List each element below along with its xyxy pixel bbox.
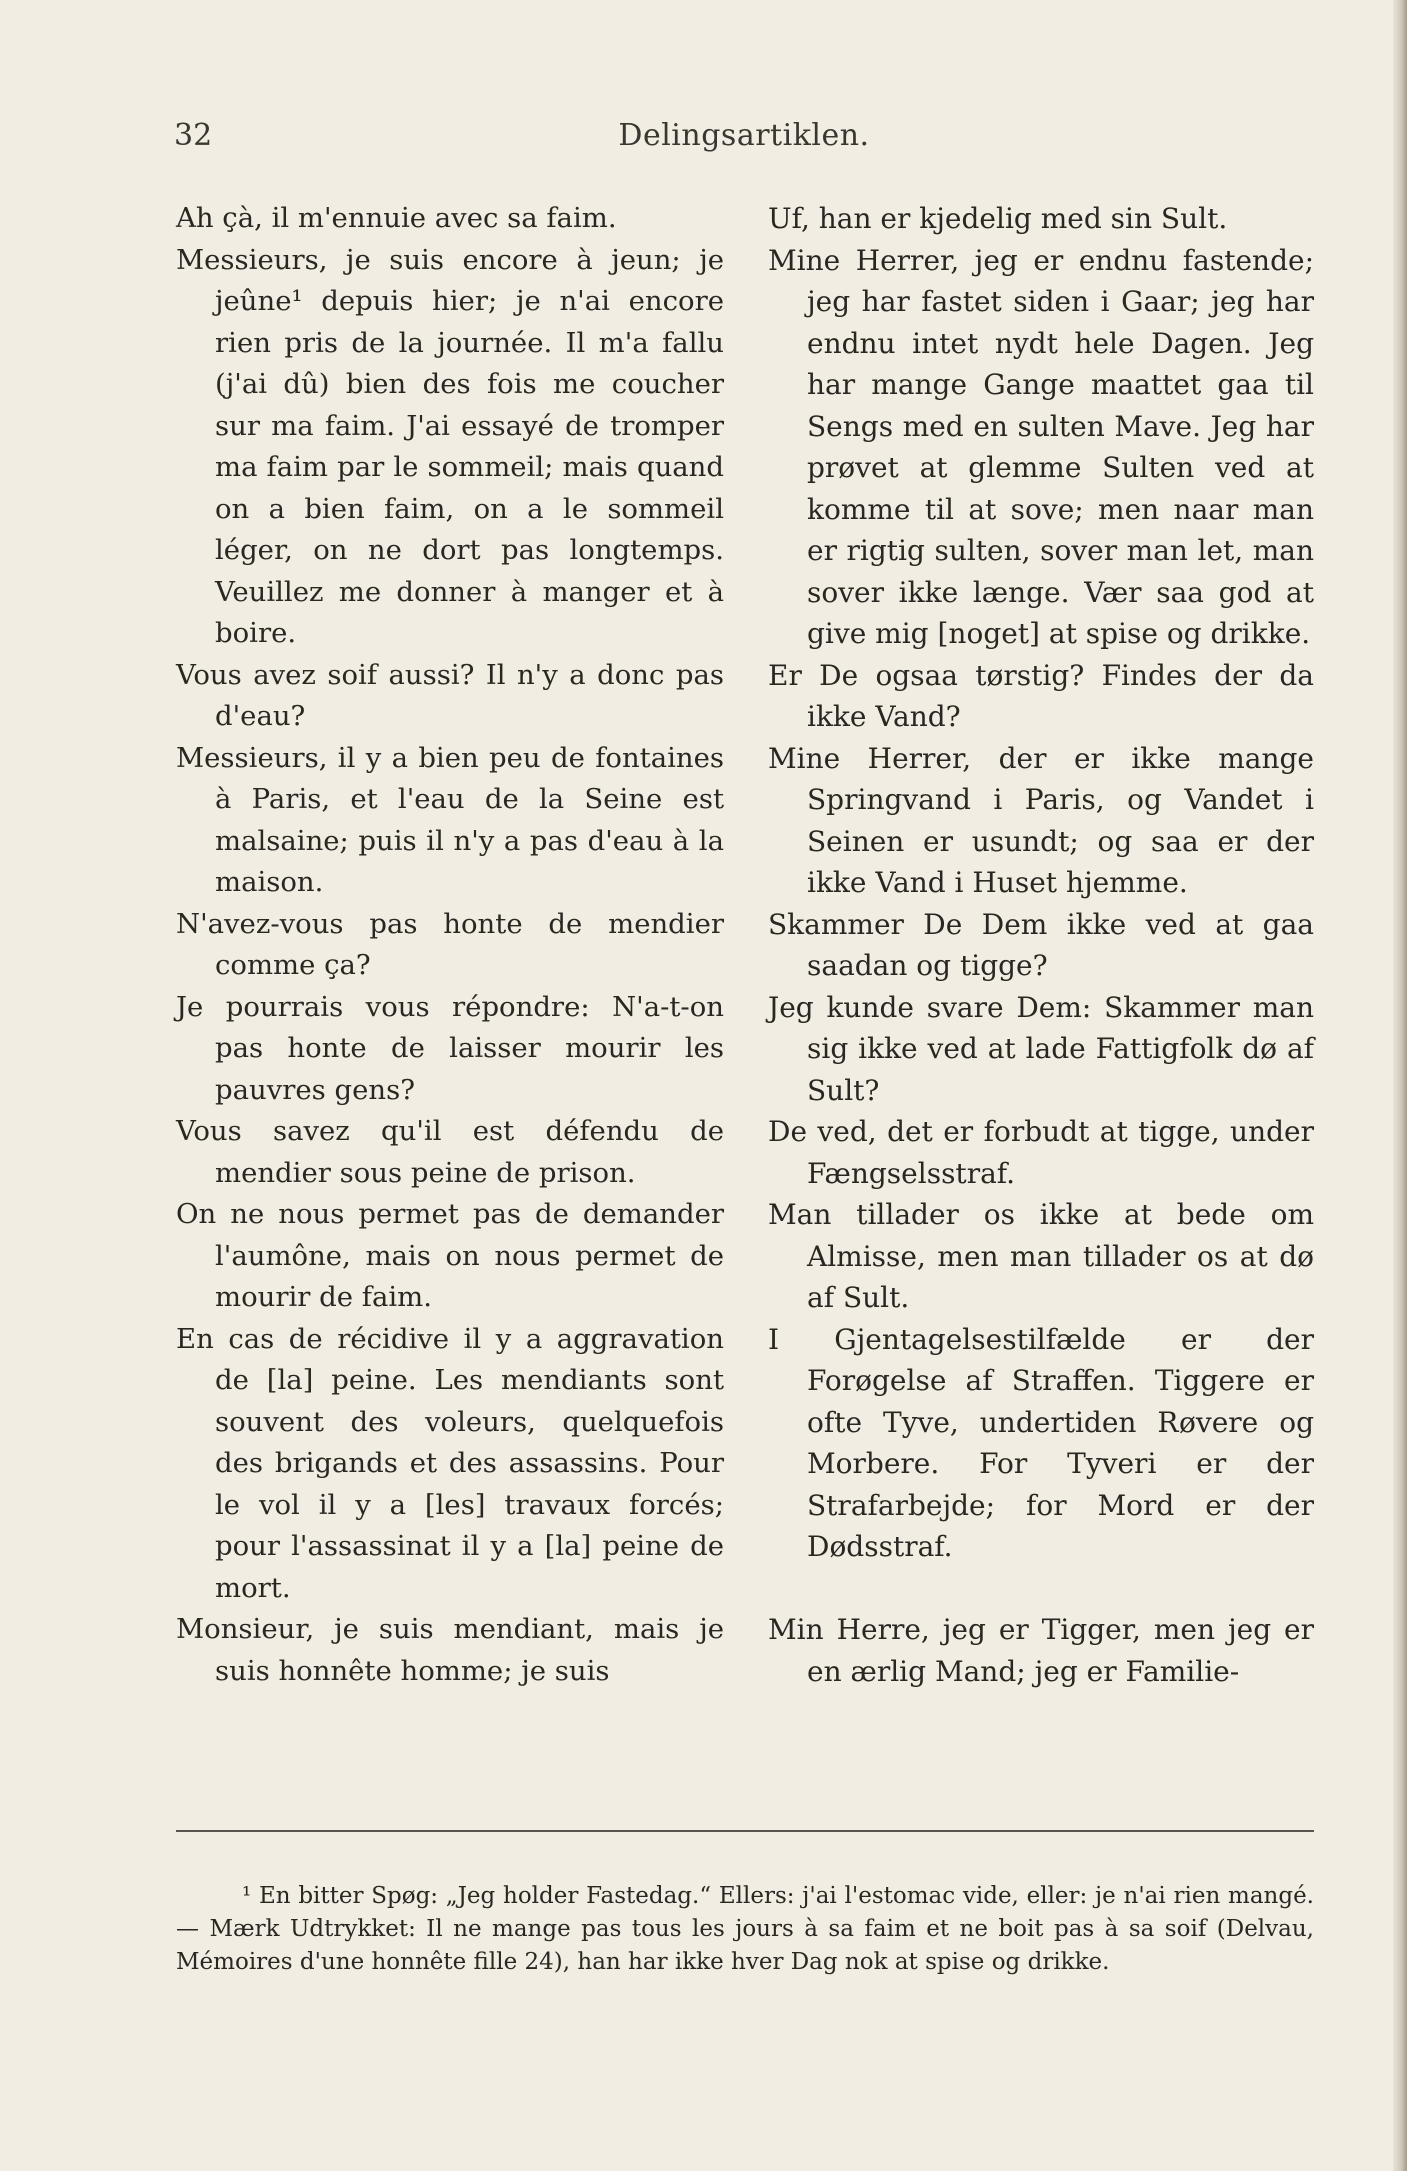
paragraph: I Gjentagelsestilfælde er der Forøgelse af Straffen. Tiggere er ofte Tyve, undertiden Røvere og Morbere. For Tyveri er der Strafarbejde; for Mord er der Dødsstraf. xyxy=(768,1322,1314,1563)
paragraph: Vous avez soif aussi? Il n'y a donc pas d'eau? xyxy=(176,658,724,732)
paragraph: On ne nous permet pas de demander l'aumône, mais on nous permet de mourir de faim. xyxy=(176,1198,724,1313)
paragraph: Je pourrais vous répondre: N'a-t-on pas honte de laisser mourir les pauvres gens? xyxy=(176,990,724,1106)
paragraph: Er De ogsaa tørstig? Findes der da ikke Vand? xyxy=(768,658,1314,733)
paragraph: Mine Herrer, der er ikke mange Springvand i Paris, og Vandet i Seinen er usundt; og saa er der ikke Vand i Huset hjemme. xyxy=(768,741,1314,899)
paragraph: Ah çà, il m'ennuie avec sa faim. xyxy=(176,202,617,234)
paragraph: Skammer De Dem ikke ved at gaa saadan og tigge? xyxy=(768,907,1314,982)
french-column xyxy=(176,198,724,1778)
paragraph: Mine Herrer, jeg er endnu fastende; jeg har fastet siden i Gaar; jeg har endnu intet nydt hele Dagen. Jeg har mange Gange maattet gaa til Sengs med en sulten Mave. Jeg har prøvet at glemme Sulten ved at komme til at sove; men naar man er rigtig sulten, sover man let, man sover ikke længe. Vær saa god at give mig [noget] at spise og drikke. xyxy=(768,243,1314,650)
page-header xyxy=(174,118,1314,158)
footnote: ¹ En bitter Spøg: „Jeg holder Fastedag.“ Ellers: j'ai l'estomac vide, eller: je n'ai rien mangé. — Mærk Udtrykket: Il ne mange pas tous les jours à sa faim et ne boit pas à sa soif (Delvau, Mémoires d'une honnête fille 24), han har ikke hver Dag nok at spise og drikke. xyxy=(176,1883,1314,1975)
paragraph-gap xyxy=(768,1568,1314,1610)
footnote-rule xyxy=(176,1830,1314,1832)
paragraph: Messieurs, je suis encore à jeun; je jeûne¹ depuis hier; je n'ai encore rien pris de la journée. Il m'a fallu (j'ai dû) bien des fois me coucher sur ma faim. J'ai essayé de tromper ma faim par le sommeil; mais quand on a bien faim, on a le sommeil léger, on ne dort pas longtemps. Veuillez me donner à manger et à boire. xyxy=(176,243,724,649)
paragraph: Vous savez qu'il est défendu de mendier sous peine de prison. xyxy=(176,1115,724,1189)
paragraph: Monsieur, je suis mendiant, mais je suis honnête homme; je suis xyxy=(176,1613,724,1687)
paragraph: N'avez-vous pas honte de mendier comme ça? xyxy=(176,907,724,981)
danish-column xyxy=(768,198,1314,1778)
page-edge xyxy=(1393,0,1407,2171)
paragraph: Man tillader os ikke at bede om Almisse, men man tillader os at dø af Sult. xyxy=(768,1198,1314,1314)
paragraph: De ved, det er forbudt at tigge, under Fængselsstraf. xyxy=(768,1115,1314,1190)
paragraph: Messieurs, il y a bien peu de fontaines à Paris, et l'eau de la Seine est malsaine; puis il n'y a pas d'eau à la maison. xyxy=(176,741,724,898)
paragraph: Jeg kunde svare Dem: Skammer man sig ikke ved at lade Fattigfolk dø af Sult? xyxy=(768,990,1314,1107)
paragraph: En cas de récidive il y a aggravation de [la] peine. Les mendiants sont souvent des voleurs, quelquefois des brigands et des assassins. Pour le vol il y a [les] travaux forcés; pour l'assassinat il y a [la] peine de mort. xyxy=(176,1322,724,1604)
paragraph: Min Herre, jeg er Tigger, men jeg er en ærlig Mand; jeg er Familie- xyxy=(768,1613,1314,1688)
paragraph: Uf, han er kjedelig med sin Sult. xyxy=(768,202,1228,235)
running-title: Delingsartiklen. xyxy=(618,118,870,153)
page-number: 32 xyxy=(174,118,213,153)
